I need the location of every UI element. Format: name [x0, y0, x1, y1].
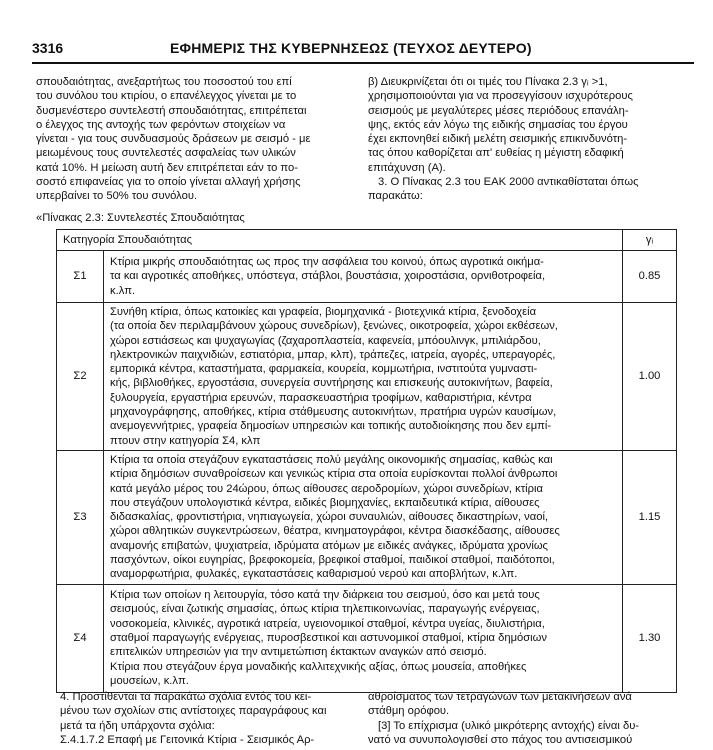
table-row — [57, 303, 677, 451]
table-caption: «Πίνακας 2.3: Συντελεστές Σπουδαιότητας — [36, 212, 245, 224]
text-line: τας όπου καθορίζεται απ' ευθείας η μέγιστη εδαφική — [368, 147, 624, 160]
description-line: νοσοκομεία, κλινικές, αγροτικά ιατρεία, υγειονομικοί σταθμοί, κέντρα υγείας, διυλιστήρια, — [110, 617, 545, 630]
description-line: Κτίρια των οποίων η λειτουργία, τόσο κατά την διάρκεια του σεισμού, όσο και μετά τους — [110, 589, 540, 602]
description-line: χώροι εστιάσεως και ψυχαγωγίας (ζαχαροπλαστεία, καφενεία, μπόουλινγκ, μπιλιάρδου, — [110, 334, 541, 347]
text-line: χρησιμοποιούνται για να προσεγγίσουν ισχυρότερους — [368, 90, 633, 103]
text-line: β) Διευκρινίζεται ότι οι τιμές του Πίνακα 2.3 γᵢ >1, — [368, 76, 608, 88]
description-line: Κτίρια τα οποία στεγάζουν εγκαταστάσεις πολύ μεγάλης οικονομικής σημασίας, καθώς και — [110, 453, 553, 466]
description-line: αναμονής επιβατών, ψυχιατρεία, ιδρύματα ατόμων με ειδικές ανάγκες, ιδρύματα χρονίως — [110, 539, 548, 552]
description-line: αναμορφωτήρια, φυλακές, εγκαταστάσεις καθαρισμού νερού και αποβλήτων, κ.λπ. — [110, 568, 518, 581]
description-line: κατά μεγάλο μέρος του 24ώρου, όπως αίθουσες αεροδρομίων, χώροι συνεδρίων, κτίρια — [110, 482, 543, 495]
description-line: πτουν στην κατηγορία Σ4, κλπ — [110, 434, 261, 447]
right-column-text — [368, 75, 690, 204]
row-category: Σ1 — [57, 251, 104, 303]
description-line: εμπορικά κέντρα, καταστήματα, φαρμακεία, κουρεία, κομμωτήρια, ινστιτούτα γυμναστι- — [110, 363, 538, 376]
text-line: ψης, εκτός εάν λόγω της ειδικής σημασίας του έργου — [368, 118, 628, 131]
description-line: ξυλουργεία, εργαστήρια ερευνών, παρασκευαστήρια τροφίμων, καθαριστήρια, κέντρα — [110, 391, 532, 404]
header-category: Κατηγορία Σπουδαιότητας — [57, 230, 623, 251]
description-line: πασχόντων, οίκοι ευγηρίας, βρεφοκομεία, βρεφικοί σταθμοί, παιδικοί σταθμοί, παιδότοποι, — [110, 554, 555, 567]
description-line: κ.λπ. — [110, 284, 136, 297]
description-line: Κτίρια που στεγάζουν έργα μοναδικής καλλιτεχνικής αξίας, όπως μουσεία, αποθήκες — [110, 660, 527, 673]
text-line: Σ.4.1.7.2 Επαφή με Γειτονικά Κτίρια - Σεισμικός Αρ- — [60, 733, 315, 746]
header-gamma: γᵢ — [623, 230, 677, 251]
description-line: σεισμούς, είναι ζωτικής σημασίας, όπως κτίρια τηλεπικοινωνίας, παραγωγής ενέργειας, — [110, 603, 540, 616]
text-line: του συνόλου του κτιρίου, ο επανέλεγχος γίνεται με το — [36, 90, 297, 103]
text-line: επιτάχυνση (Α). — [368, 161, 446, 174]
row-description — [104, 303, 623, 451]
description-line: Κτίρια μικρής σπουδαιότητας ως προς την ασφάλεια του κοινού, όπως αγροτικά οικήμα- — [110, 256, 544, 269]
text-line: σοστό επιφανείας για το οποίο γίνεται αλλαγή χρήσης — [36, 176, 301, 189]
header-divider — [32, 62, 694, 64]
text-line: κατά 10%. Η μείωση αυτή δεν επιτρέπεται εάν το πο- — [36, 161, 298, 174]
description-line: σταθμοί παραγωγής ενέργειας, πυροσβεστικοί και αστυνομικοί σταθμοί, κτίρια δημόσιων — [110, 631, 547, 644]
description-line: μουσείων, κ.λπ. — [110, 674, 189, 687]
description-line: Συνήθη κτίρια, όπως κατοικίες και γραφεία, βιομηχανικά - βιοτεχνικά κτίρια, ξενοδοχεία — [110, 306, 537, 318]
table-row — [57, 584, 677, 692]
table-row — [57, 251, 677, 303]
description-line: (τα οποία δεν περιλαμβάνουν χώρους συνεδρίων), ξενώνες, οικοτροφεία, χώροι εκθέσεων, — [110, 320, 558, 333]
text-line: ο έλεγχος της αντοχής των φερόντων στοιχείων να — [36, 118, 286, 131]
text-line: 4. Προστίθενται τα παρακάτω σχόλια εντός του κει- — [60, 691, 312, 703]
row-gamma: 1.30 — [623, 584, 677, 692]
row-category: Σ3 — [57, 450, 104, 584]
text-line: υπερβαίνει το 50% του συνόλου. — [36, 190, 198, 203]
description-line: που στεγάζουν υπολογιστικά κέντρα, ειδικές βιομηχανίες, εκπαιδευτικά κτίρια, αίθουσες — [110, 496, 540, 509]
row-description — [104, 251, 623, 303]
row-category: Σ2 — [57, 303, 104, 451]
table-header-row — [57, 230, 677, 251]
row-gamma: 0.85 — [623, 251, 677, 303]
text-line: έχει εκπονηθεί ειδική μελέτη σεισμικής επικινδυνότη- — [368, 133, 628, 146]
row-gamma: 1.00 — [623, 303, 677, 451]
text-line: αθροίσματος των τετραγώνων των μετακινήσεων ανά — [368, 691, 632, 703]
row-gamma: 1.15 — [623, 450, 677, 584]
text-line: 3. Ο Πίνακας 2.3 του ΕΑΚ 2000 αντικαθίσταται όπως — [378, 176, 639, 189]
description-line: διδασκαλίας, φροντιστήρια, νηπιαγωγεία, χώροι συναυλιών, αίθουσες δικαστηρίων, ναοί, — [110, 511, 549, 524]
description-line: κτίρια δημόσιων συναθροίσεων και γενικώς κτίρια στα οποία ευρίσκονται πολλοί άνθρωποι — [110, 468, 558, 481]
text-line: [3] Το επίχρισμα (υλικό μικρότερης αντοχής) είναι δυ- — [378, 719, 640, 732]
description-line: χώροι αθλητικών συγκεντρώσεων, θέατρα, κινηματογράφοι, κέντρα διασκέδασης, αίθουσες — [110, 525, 560, 538]
text-line: στάθμη ορόφου. — [368, 705, 450, 718]
importance-factors-table — [56, 229, 677, 693]
text-line: σπουδαιότητας, ανεξαρτήτως του ποσοστού του επί — [36, 76, 292, 88]
text-line: δυσμενέστερο συντελεστή σπουδαιότητας, επιτρέπεται — [36, 104, 307, 117]
description-line: ανεμογεννήτριες, γραφεία δημοσίων υπηρεσιών και τοπικής αυτοδιοίκησης που δεν εμπί- — [110, 420, 552, 433]
description-line: τα και αγροτικές αποθήκες, υπόστεγα, στάβλοι, βουστάσια, χοιροστάσια, ορνιθοτροφεία, — [110, 270, 546, 283]
text-line: παρακάτω: — [368, 190, 423, 203]
text-line: μειωμένους τους συντελεστές ασφαλείας των υλικών — [36, 147, 296, 160]
description-line: επιτελικών υπηρεσιών για την αντιμετώπιση έκτακτων αναγκών από σεισμό. — [110, 646, 487, 659]
table-row — [57, 450, 677, 584]
text-line: μετά τα ήδη υπάρχοντα σχόλια: — [60, 719, 215, 732]
bottom-right-text — [368, 690, 690, 747]
description-line: ηλεκτρονικών παιχνιδιών, εστιατόρια, μπαρ, κλπ), τράπεζες, ιατρεία, αγορές, υπεραγορές, — [110, 348, 556, 361]
row-description — [104, 584, 623, 692]
publication-title: ΕΦΗΜΕΡΙΣ ΤΗΣ ΚΥΒΕΡΝΗΣΕΩΣ (ΤΕΥΧΟΣ ΔΕΥΤΕΡΟ) — [170, 40, 532, 56]
row-description — [104, 450, 623, 584]
bottom-left-text — [60, 690, 358, 747]
left-column-text — [36, 75, 354, 204]
text-line: σεισμούς με μεγαλύτερες μέσες περιόδους επανάλη- — [368, 104, 629, 117]
text-line: νατό να συνυπολογισθεί στο πάχος του αντισεισμικού — [368, 733, 633, 746]
text-line: γίνεται - για τους συνδυασμούς δράσεων με σεισμό - με — [36, 133, 311, 146]
page-number: 3316 — [32, 40, 64, 56]
description-line: κής, βιβλιοθήκες, εργοστάσια, συνεργεία συντήρησης και επισκευής αυτοκινήτων, βαφεία, — [110, 377, 553, 390]
text-line: μένου των σχολίων στις αντίστοιχες παραγράφους και — [60, 705, 327, 718]
description-line: μηχανογράφησης, αποθήκες, κτίρια στάθμευσης αυτοκινήτων, πρατήρια υγρών καυσίμων, — [110, 406, 557, 419]
row-category: Σ4 — [57, 584, 104, 692]
